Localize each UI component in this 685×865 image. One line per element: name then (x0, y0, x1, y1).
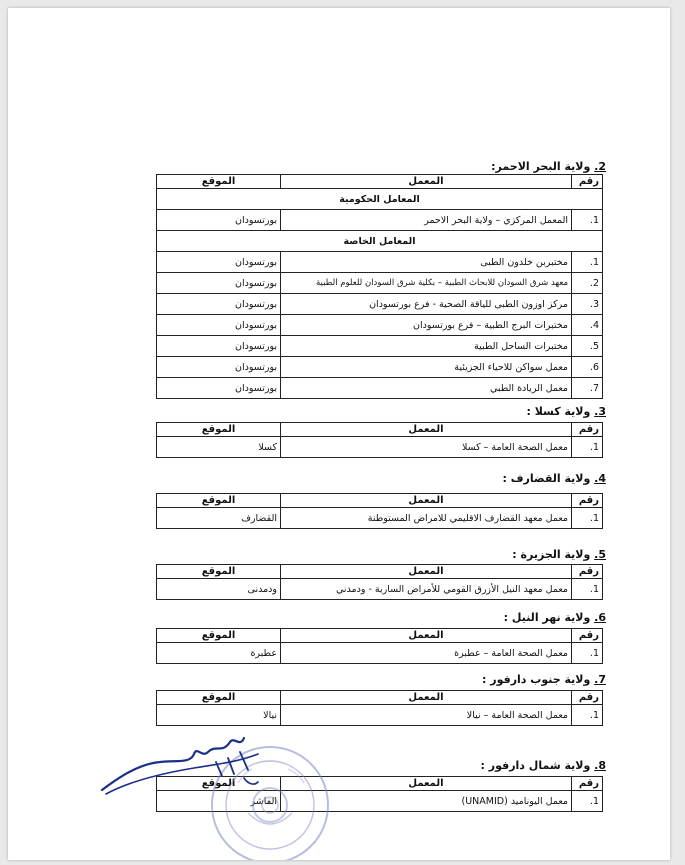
row-number: 1. (572, 210, 603, 231)
col-header-lab: المعمل (281, 494, 572, 508)
table-row (157, 357, 603, 378)
col-header-site: الموقع (157, 494, 281, 508)
row-number: 3. (572, 294, 603, 315)
table-row (157, 336, 603, 357)
table-header-row (157, 565, 603, 579)
lab-site: الفاشر (157, 791, 281, 812)
lab-site: ودمدنى (157, 579, 281, 600)
col-header-site: الموقع (157, 691, 281, 705)
lab-site: بورتسودان (157, 210, 281, 231)
lab-name: المعمل المركزي – ولاية البحر الاحمر (281, 210, 572, 231)
table-row (157, 508, 603, 529)
col-header-site: الموقع (157, 565, 281, 579)
section-heading (526, 405, 606, 418)
section-title: ولاية جنوب دارفور : (482, 673, 591, 686)
row-number: 1. (572, 791, 603, 812)
lab-name: معهد شرق السودان للابحاث الطبية – بكلية شرق السودان للعلوم الطبية (281, 273, 572, 294)
table-row (157, 252, 603, 273)
col-header-lab: المعمل (281, 777, 572, 791)
section-heading (504, 611, 606, 624)
gov-labs-heading: المعامل الحكومية (157, 189, 603, 210)
table-row (157, 273, 603, 294)
lab-site: بورتسودان (157, 294, 281, 315)
labs-table (156, 628, 603, 664)
lab-name: معمل الصحة العامة – عطبرة (281, 643, 572, 664)
table-row (157, 579, 603, 600)
lab-site: عطبرة (157, 643, 281, 664)
lab-site: بورتسودان (157, 252, 281, 273)
lab-site: بورتسودان (157, 378, 281, 399)
labs-table (156, 174, 603, 399)
col-header-num: رقم (572, 423, 603, 437)
lab-site: بورتسودان (157, 336, 281, 357)
col-header-site: الموقع (157, 629, 281, 643)
section-heading (491, 160, 606, 173)
lab-name: مختبربن خلدون الطبى (281, 252, 572, 273)
row-number: 1. (572, 252, 603, 273)
section-number: 4. (594, 472, 606, 485)
section-title: ولاية شمال دارفور : (480, 759, 591, 772)
lab-name: معمل الريادة الطبي (281, 378, 572, 399)
lab-site: نيالا (157, 705, 281, 726)
lab-name: معمل معهد النيل الأزرق القومي للأمراض السارية - ودمدني (281, 579, 572, 600)
section-heading (481, 759, 606, 772)
col-header-lab: المعمل (281, 565, 572, 579)
section-title: ولاية الجزيرة : (512, 548, 591, 561)
lab-name: معمل سواكن للاحياء الجزيئية (281, 357, 572, 378)
section-number: 3. (594, 405, 606, 418)
section-number: 6. (594, 611, 606, 624)
row-number: 2. (572, 273, 603, 294)
row-number: 5. (572, 336, 603, 357)
col-header-num: رقم (572, 565, 603, 579)
table-header-row (157, 494, 603, 508)
lab-site: كسلا (157, 437, 281, 458)
table-row (157, 315, 603, 336)
section-number: 8. (594, 759, 606, 772)
lab-name: مختبرات الساحل الطبية (281, 336, 572, 357)
section-number: 5. (594, 548, 606, 561)
table-header-row (157, 423, 603, 437)
lab-name: معمل معهد القضارف الاقليمي للامراض المستوطنة (281, 508, 572, 529)
lab-site: بورتسودان (157, 357, 281, 378)
section-title: ولاية نهر النيل : (503, 611, 591, 624)
labs-table (156, 493, 603, 529)
table-header-row (157, 691, 603, 705)
row-number: 1. (572, 579, 603, 600)
private-labs-heading: المعامل الخاصة (157, 231, 603, 252)
section-heading (503, 472, 606, 485)
table-header-row (157, 629, 603, 643)
lab-site: بورتسودان (157, 315, 281, 336)
section-number: 7. (594, 673, 606, 686)
lab-name: معمل الصحة العامة – نيالا (281, 705, 572, 726)
section-title: ولاية البحر الاحمر: (491, 160, 591, 173)
col-header-lab: المعمل (281, 629, 572, 643)
section-number: 2. (594, 160, 606, 173)
table-header-row (157, 175, 603, 189)
col-header-site: الموقع (157, 423, 281, 437)
lab-name: معمل اليوناميد (UNAMID) (281, 791, 572, 812)
table-row (157, 643, 603, 664)
table-row (157, 294, 603, 315)
lab-site: القضارف (157, 508, 281, 529)
table-row (157, 210, 603, 231)
section-heading (512, 548, 606, 561)
row-number: 1. (572, 643, 603, 664)
subheading-row (157, 189, 603, 210)
col-header-site: الموقع (157, 777, 281, 791)
section-heading (482, 673, 606, 686)
row-number: 4. (572, 315, 603, 336)
col-header-lab: المعمل (281, 175, 572, 189)
row-number: 1. (572, 508, 603, 529)
col-header-num: رقم (572, 175, 603, 189)
section-title: ولاية كسلا : (526, 405, 591, 418)
col-header-lab: المعمل (281, 423, 572, 437)
col-header-num: رقم (572, 777, 603, 791)
col-header-num: رقم (572, 691, 603, 705)
col-header-site: الموقع (157, 175, 281, 189)
subheading-row (157, 231, 603, 252)
signature (98, 718, 278, 808)
labs-table (156, 422, 603, 458)
col-header-lab: المعمل (281, 691, 572, 705)
col-header-num: رقم (572, 629, 603, 643)
lab-name: مختبرات البرج الطبية – فرع بورتسودان (281, 315, 572, 336)
document-page (8, 8, 670, 860)
lab-name: معمل الصحة العامة – كسلا (281, 437, 572, 458)
lab-site: بورتسودان (157, 273, 281, 294)
labs-table (156, 564, 603, 600)
row-number: 6. (572, 357, 603, 378)
col-header-num: رقم (572, 494, 603, 508)
row-number: 1. (572, 705, 603, 726)
lab-name: مركز اوزون الطبى للياقة الصحية - فرع بورتسودان (281, 294, 572, 315)
table-row (157, 437, 603, 458)
table-row (157, 378, 603, 399)
section-title: ولاية القضارف : (502, 472, 591, 485)
row-number: 1. (572, 437, 603, 458)
row-number: 7. (572, 378, 603, 399)
